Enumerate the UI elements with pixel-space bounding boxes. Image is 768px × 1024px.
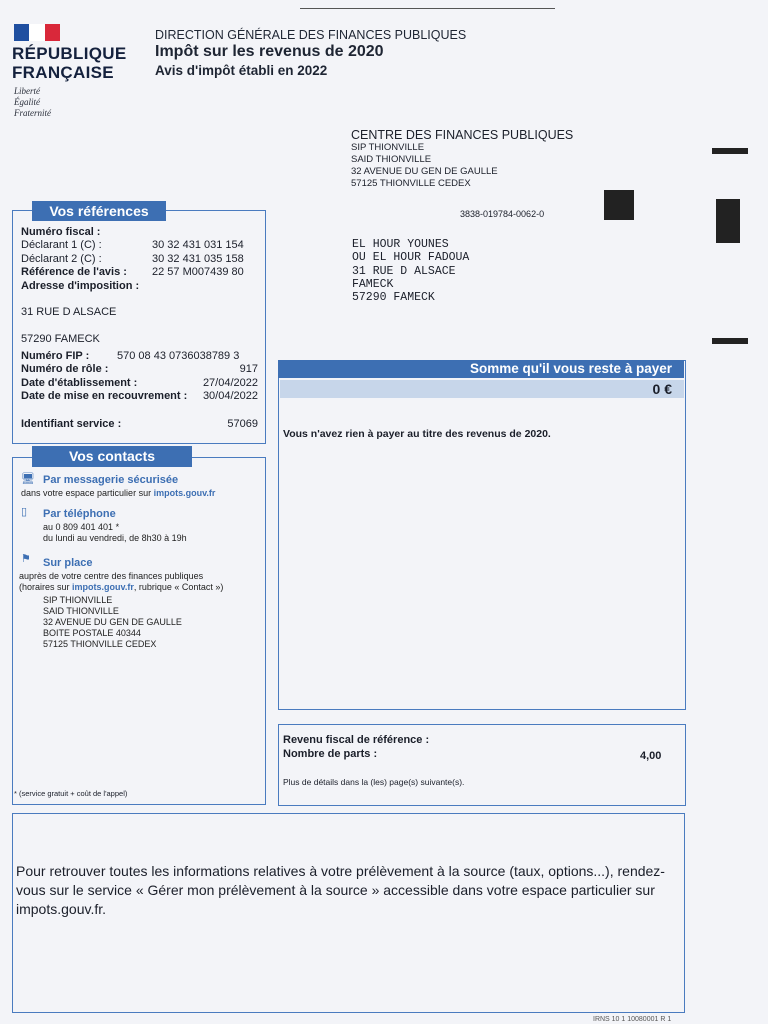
footer-code: IRNS 10 1 10080001 R 1 <box>593 1016 672 1023</box>
telephone-number: au 0 809 401 401 * <box>43 522 120 532</box>
document-subtitle: Avis d'impôt établi en 2022 <box>155 63 328 78</box>
datamatrix-code <box>604 190 634 220</box>
fip-row: Numéro FIP : 570 08 43 0736038789 3 <box>21 350 240 362</box>
republique-francaise-logo: RÉPUBLIQUE FRANÇAISE <box>12 44 127 82</box>
details-note: Plus de détails dans la (les) page(s) suivante(s). <box>283 777 465 787</box>
parts-value: 4,00 <box>640 750 662 762</box>
amount-due-box <box>278 360 686 710</box>
document-title: Impôt sur les revenus de 2020 <box>155 43 384 60</box>
adresse-line1: 31 RUE D ALSACE <box>21 306 117 318</box>
tax-centre-address: CENTRE DES FINANCES PUBLIQUES SIP THIONVILLE SAID THIONVILLE 32 AVENUE DU GEN DE GAULLE 57125 THIONVILLE CEDEX <box>351 128 574 189</box>
fold-mark <box>712 148 748 154</box>
fold-mark <box>712 338 748 344</box>
messagerie-title: Par messagerie sécurisée <box>43 474 179 486</box>
contact-address: SIP THIONVILLE SAID THIONVILLE 32 AVENUE DU GEN DE GAULLE BOITE POSTALE 40344 57125 THIONVILLE CEDEX <box>43 595 182 649</box>
rfr-label: Revenu fiscal de référence : <box>283 734 430 746</box>
prelevement-text: Pour retrouver toutes les informations relatives à votre prélèvement à la source (taux, options...), rendez-vous sur le service « Gérer mon prélèvement à la source » accessible dans votre espace particulier sur impots.gouv.fr. <box>16 863 665 917</box>
declarant2-row: Déclarant 2 (C) : 30 32 431 035 158 <box>21 253 244 265</box>
motto: Liberté Égalité Fraternité <box>14 86 51 118</box>
recouvrement-row: Date de mise en recouvrement : 30/04/2022 <box>21 390 258 402</box>
nothing-to-pay-message: Vous n'avez rien à payer au titre des revenus de 2020. <box>283 428 551 440</box>
top-rule <box>300 8 555 9</box>
service-row: Identifiant service : 57069 <box>21 418 258 430</box>
french-flag-logo <box>14 24 60 41</box>
direction-title: DIRECTION GÉNÉRALE DES FINANCES PUBLIQUES <box>155 28 467 42</box>
etablissement-row: Date d'établissement : 27/04/2022 <box>21 377 258 389</box>
computer-icon: 🖥 <box>21 473 35 485</box>
telephone-hours: du lundi au vendredi, de 8h30 à 19h <box>43 533 187 543</box>
declarant1-row: Déclarant 1 (C) : 30 32 431 031 154 <box>21 239 244 251</box>
parts-label: Nombre de parts : <box>283 748 378 760</box>
role-row: Numéro de rôle : 917 <box>21 363 258 375</box>
sur-place-line2: (horaires sur impots.gouv.fr, rubrique « Contact ») <box>19 582 224 592</box>
reference-code: 3838-019784-0062-0 <box>460 209 545 219</box>
amount-due-value: 0 € <box>280 380 684 398</box>
impots-link[interactable]: impots.gouv.fr <box>72 582 134 592</box>
amount-due-tab: Somme qu'il vous reste à payer <box>278 360 684 378</box>
adresse-line2: 57290 FAMECK <box>21 333 100 345</box>
pin-icon: ⚑ <box>21 553 31 565</box>
adresse-imposition-label: Adresse d'imposition : <box>21 280 140 292</box>
call-footnote: * (service gratuit + coût de l'appel) <box>14 789 128 798</box>
sur-place-title: Sur place <box>43 557 93 569</box>
side-datamatrix-code <box>716 199 740 243</box>
messagerie-text: dans votre espace particulier sur impots.gouv.fr <box>21 488 216 498</box>
contacts-tab: Vos contacts <box>32 446 192 467</box>
sur-place-line1: auprès de votre centre des finances publiques <box>19 571 204 581</box>
telephone-title: Par téléphone <box>43 508 116 520</box>
impots-link[interactable]: impots.gouv.fr <box>153 488 216 498</box>
avis-reference-row: Référence de l'avis : 22 57 M007439 80 <box>21 266 244 278</box>
phone-icon: ▯ <box>21 506 28 518</box>
numero-fiscal-label: Numéro fiscal : <box>21 226 101 238</box>
references-tab: Vos références <box>32 201 166 221</box>
tax-centre-title: CENTRE DES FINANCES PUBLIQUES <box>351 128 574 142</box>
recipient-address: EL HOUR YOUNES OU EL HOUR FADOUA 31 RUE D ALSACE FAMECK 57290 FAMECK <box>352 238 470 305</box>
